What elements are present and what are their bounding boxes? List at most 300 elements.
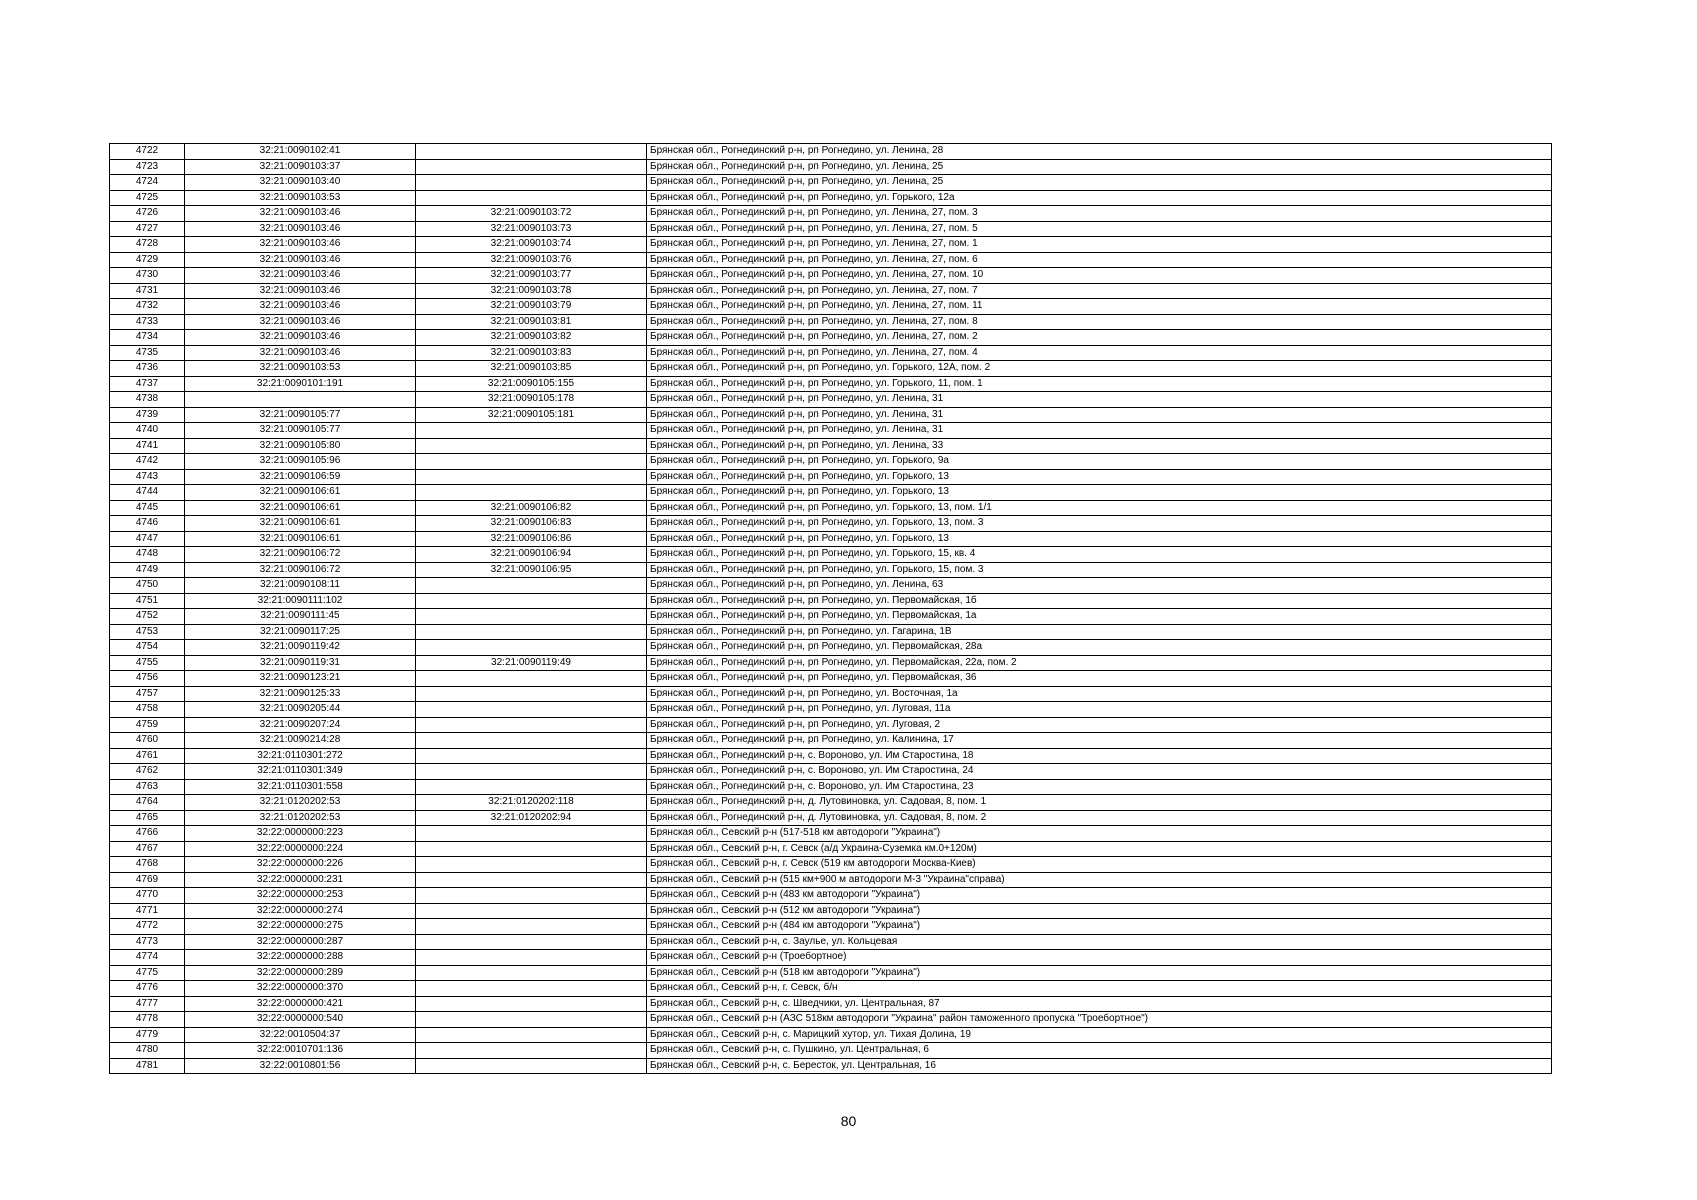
address-cell: Брянская обл., Рогнединский р-н, рп Рогнедино, ул. Ленина, 63	[647, 578, 1552, 594]
address-cell: Брянская обл., Рогнединский р-н, рп Рогнедино, ул. Луговая, 2	[647, 717, 1552, 733]
row-number-cell: 4756	[110, 671, 185, 687]
premises-number-cell	[416, 190, 647, 206]
table-row	[110, 950, 1552, 966]
premises-number-cell: 32:21:0090103:81	[416, 314, 647, 330]
address-cell: Брянская обл., Рогнединский р-н, рп Рогнедино, ул. Ленина, 27, пом. 6	[647, 252, 1552, 268]
cadastral-number-cell: 32:21:0090103:46	[185, 237, 416, 253]
cadastral-number-cell: 32:21:0090105:77	[185, 423, 416, 439]
premises-number-cell	[416, 423, 647, 439]
row-number-cell: 4729	[110, 252, 185, 268]
row-number-cell: 4761	[110, 748, 185, 764]
premises-number-cell	[416, 965, 647, 981]
row-number-cell: 4746	[110, 516, 185, 532]
premises-number-cell: 32:21:0120202:94	[416, 810, 647, 826]
table-row	[110, 190, 1552, 206]
premises-number-cell: 32:21:0090103:76	[416, 252, 647, 268]
cadastral-table	[109, 143, 1552, 1074]
table-row	[110, 423, 1552, 439]
cadastral-number-cell: 32:21:0090111:102	[185, 593, 416, 609]
premises-number-cell	[416, 1012, 647, 1028]
table-row	[110, 438, 1552, 454]
table-row	[110, 562, 1552, 578]
address-cell: Брянская обл., Рогнединский р-н, рп Рогнедино, ул. Ленина, 27, пом. 11	[647, 299, 1552, 315]
address-cell: Брянская обл., Рогнединский р-н, рп Рогнедино, ул. Ленина, 27, пом. 5	[647, 221, 1552, 237]
table-row	[110, 655, 1552, 671]
table-row	[110, 640, 1552, 656]
address-cell: Брянская обл., Рогнединский р-н, рп Рогнедино, ул. Гагарина, 1В	[647, 624, 1552, 640]
table-row	[110, 779, 1552, 795]
row-number-cell: 4735	[110, 345, 185, 361]
address-cell: Брянская обл., Севский р-н, г. Севск (519 км автодороги Москва-Киев)	[647, 857, 1552, 873]
table-row	[110, 531, 1552, 547]
row-number-cell: 4768	[110, 857, 185, 873]
premises-number-cell	[416, 454, 647, 470]
table-row	[110, 872, 1552, 888]
table-row	[110, 547, 1552, 563]
premises-number-cell	[416, 857, 647, 873]
table-row	[110, 671, 1552, 687]
cadastral-number-cell: 32:22:0010701:136	[185, 1043, 416, 1059]
address-cell: Брянская обл., Рогнединский р-н, рп Рогнедино, ул. Горького, 12а	[647, 190, 1552, 206]
table-row	[110, 221, 1552, 237]
address-cell: Брянская обл., Рогнединский р-н, рп Рогнедино, ул. Первомайская, 36	[647, 671, 1552, 687]
table-row	[110, 624, 1552, 640]
cadastral-number-cell: 32:22:0000000:287	[185, 934, 416, 950]
table-row	[110, 1027, 1552, 1043]
row-number-cell: 4741	[110, 438, 185, 454]
row-number-cell: 4777	[110, 996, 185, 1012]
premises-number-cell	[416, 950, 647, 966]
table-row	[110, 996, 1552, 1012]
table-row	[110, 702, 1552, 718]
address-cell: Брянская обл., Рогнединский р-н, рп Рогнедино, ул. Ленина, 33	[647, 438, 1552, 454]
table-row	[110, 237, 1552, 253]
row-number-cell: 4767	[110, 841, 185, 857]
premises-number-cell: 32:21:0090103:78	[416, 283, 647, 299]
address-cell: Брянская обл., Рогнединский р-н, рп Рогнедино, ул. Горького, 9а	[647, 454, 1552, 470]
row-number-cell: 4745	[110, 500, 185, 516]
cadastral-number-cell: 32:21:0090119:31	[185, 655, 416, 671]
premises-number-cell	[416, 640, 647, 656]
premises-number-cell	[416, 593, 647, 609]
cadastral-number-cell: 32:21:0090105:96	[185, 454, 416, 470]
premises-number-cell	[416, 841, 647, 857]
address-cell: Брянская обл., Рогнединский р-н, рп Рогнедино, ул. Калинина, 17	[647, 733, 1552, 749]
address-cell: Брянская обл., Севский р-н (483 км автодороги "Украина")	[647, 888, 1552, 904]
table-row	[110, 361, 1552, 377]
premises-number-cell: 32:21:0090103:74	[416, 237, 647, 253]
table-row	[110, 299, 1552, 315]
premises-number-cell	[416, 733, 647, 749]
premises-number-cell	[416, 934, 647, 950]
table-row	[110, 748, 1552, 764]
cadastral-number-cell: 32:21:0090123:21	[185, 671, 416, 687]
cadastral-number-cell: 32:21:0090103:46	[185, 206, 416, 222]
cadastral-number-cell: 32:21:0090103:46	[185, 345, 416, 361]
cadastral-number-cell: 32:21:0090106:61	[185, 485, 416, 501]
table-row	[110, 376, 1552, 392]
cadastral-number-cell	[185, 392, 416, 408]
row-number-cell: 4779	[110, 1027, 185, 1043]
premises-number-cell	[416, 438, 647, 454]
premises-number-cell	[416, 609, 647, 625]
address-cell: Брянская обл., Рогнединский р-н, рп Рогнедино, ул. Первомайская, 1а	[647, 609, 1552, 625]
address-cell: Брянская обл., Севский р-н (517-518 км автодороги "Украина")	[647, 826, 1552, 842]
cadastral-number-cell: 32:22:0000000:289	[185, 965, 416, 981]
row-number-cell: 4736	[110, 361, 185, 377]
cadastral-number-cell: 32:22:0010801:56	[185, 1058, 416, 1074]
row-number-cell: 4754	[110, 640, 185, 656]
cadastral-number-cell: 32:22:0000000:224	[185, 841, 416, 857]
address-cell: Брянская обл., Рогнединский р-н, рп Рогнедино, ул. Луговая, 11а	[647, 702, 1552, 718]
address-cell: Брянская обл., Рогнединский р-н, рп Рогнедино, ул. Горького, 13	[647, 531, 1552, 547]
table-row	[110, 733, 1552, 749]
address-cell: Брянская обл., Севский р-н, с. Бересток, ул. Центральная, 16	[647, 1058, 1552, 1074]
premises-number-cell: 32:21:0090103:72	[416, 206, 647, 222]
premises-number-cell: 32:21:0090105:155	[416, 376, 647, 392]
premises-number-cell	[416, 175, 647, 191]
premises-number-cell: 32:21:0090103:83	[416, 345, 647, 361]
cadastral-number-cell: 32:21:0110301:349	[185, 764, 416, 780]
cadastral-number-cell: 32:21:0090119:42	[185, 640, 416, 656]
cadastral-number-cell: 32:21:0090106:59	[185, 469, 416, 485]
row-number-cell: 4752	[110, 609, 185, 625]
cadastral-number-cell: 32:21:0090101:191	[185, 376, 416, 392]
row-number-cell: 4765	[110, 810, 185, 826]
row-number-cell: 4771	[110, 903, 185, 919]
row-number-cell: 4744	[110, 485, 185, 501]
address-cell: Брянская обл., Севский р-н, с. Пушкино, ул. Центральная, 6	[647, 1043, 1552, 1059]
table-row	[110, 609, 1552, 625]
cadastral-number-cell: 32:21:0090103:46	[185, 252, 416, 268]
address-cell: Брянская обл., Рогнединский р-н, рп Рогнедино, ул. Ленина, 25	[647, 175, 1552, 191]
premises-number-cell: 32:21:0090119:49	[416, 655, 647, 671]
row-number-cell: 4778	[110, 1012, 185, 1028]
row-number-cell: 4732	[110, 299, 185, 315]
table-row	[110, 469, 1552, 485]
address-cell: Брянская обл., Рогнединский р-н, рп Рогнедино, ул. Первомайская, 28а	[647, 640, 1552, 656]
table-row	[110, 934, 1552, 950]
premises-number-cell	[416, 1027, 647, 1043]
row-number-cell: 4737	[110, 376, 185, 392]
address-cell: Брянская обл., Севский р-н, с. Заулье, ул. Кольцевая	[647, 934, 1552, 950]
table-row	[110, 314, 1552, 330]
address-cell: Брянская обл., Рогнединский р-н, с. Вороново, ул. Им Старостина, 18	[647, 748, 1552, 764]
address-cell: Брянская обл., Севский р-н (484 км автодороги "Украина")	[647, 919, 1552, 935]
table-row	[110, 826, 1552, 842]
cadastral-number-cell: 32:21:0090117:25	[185, 624, 416, 640]
premises-number-cell	[416, 826, 647, 842]
cadastral-number-cell: 32:22:0000000:370	[185, 981, 416, 997]
premises-number-cell	[416, 1058, 647, 1074]
address-cell: Брянская обл., Рогнединский р-н, рп Рогнедино, ул. Ленина, 27, пом. 7	[647, 283, 1552, 299]
address-cell: Брянская обл., Севский р-н, с. Шведчики, ул. Центральная, 87	[647, 996, 1552, 1012]
address-cell: Брянская обл., Рогнединский р-н, рп Рогнедино, ул. Ленина, 31	[647, 407, 1552, 423]
row-number-cell: 4742	[110, 454, 185, 470]
row-number-cell: 4750	[110, 578, 185, 594]
address-cell: Брянская обл., Рогнединский р-н, рп Рогнедино, ул. Ленина, 28	[647, 144, 1552, 160]
row-number-cell: 4725	[110, 190, 185, 206]
table-row	[110, 252, 1552, 268]
cadastral-number-cell: 32:22:0010504:37	[185, 1027, 416, 1043]
row-number-cell: 4773	[110, 934, 185, 950]
cadastral-number-cell: 32:21:0090125:33	[185, 686, 416, 702]
row-number-cell: 4743	[110, 469, 185, 485]
cadastral-number-cell: 32:22:0000000:223	[185, 826, 416, 842]
table-row	[110, 500, 1552, 516]
table-row	[110, 330, 1552, 346]
table-row	[110, 1012, 1552, 1028]
address-cell: Брянская обл., Севский р-н, г. Севск, б/н	[647, 981, 1552, 997]
row-number-cell: 4739	[110, 407, 185, 423]
premises-number-cell: 32:21:0120202:118	[416, 795, 647, 811]
row-number-cell: 4734	[110, 330, 185, 346]
row-number-cell: 4774	[110, 950, 185, 966]
address-cell: Брянская обл., Севский р-н (Троебортное)	[647, 950, 1552, 966]
table-row	[110, 206, 1552, 222]
page-number: 80	[840, 1113, 857, 1129]
address-cell: Брянская обл., Севский р-н (АЗС 518км автодороги "Украина" район таможенного пропуска "Троебортное")	[647, 1012, 1552, 1028]
cadastral-number-cell: 32:22:0000000:274	[185, 903, 416, 919]
cadastral-number-cell: 32:21:0090108:11	[185, 578, 416, 594]
row-number-cell: 4724	[110, 175, 185, 191]
cadastral-number-cell: 32:21:0090103:46	[185, 283, 416, 299]
table-row	[110, 144, 1552, 160]
table-row	[110, 1043, 1552, 1059]
premises-number-cell	[416, 469, 647, 485]
premises-number-cell	[416, 888, 647, 904]
address-cell: Брянская обл., Рогнединский р-н, рп Рогнедино, ул. Ленина, 27, пом. 3	[647, 206, 1552, 222]
row-number-cell: 4723	[110, 159, 185, 175]
cadastral-number-cell: 32:21:0090207:24	[185, 717, 416, 733]
address-cell: Брянская обл., Рогнединский р-н, рп Рогнедино, ул. Ленина, 27, пом. 2	[647, 330, 1552, 346]
cadastral-number-cell: 32:21:0090106:61	[185, 516, 416, 532]
row-number-cell: 4751	[110, 593, 185, 609]
table-row	[110, 454, 1552, 470]
table-row	[110, 268, 1552, 284]
address-cell: Брянская обл., Рогнединский р-н, рп Рогнедино, ул. Горького, 12А, пом. 2	[647, 361, 1552, 377]
premises-number-cell	[416, 578, 647, 594]
cadastral-number-cell: 32:21:0090103:46	[185, 314, 416, 330]
table-row	[110, 345, 1552, 361]
table-row	[110, 159, 1552, 175]
address-cell: Брянская обл., Рогнединский р-н, рп Рогнедино, ул. Ленина, 27, пом. 4	[647, 345, 1552, 361]
address-cell: Брянская обл., Рогнединский р-н, с. Вороново, ул. Им Старостина, 23	[647, 779, 1552, 795]
table-row	[110, 841, 1552, 857]
row-number-cell: 4753	[110, 624, 185, 640]
cadastral-number-cell: 32:21:0090103:46	[185, 268, 416, 284]
premises-number-cell: 32:21:0090103:85	[416, 361, 647, 377]
premises-number-cell: 32:21:0090103:82	[416, 330, 647, 346]
address-cell: Брянская обл., Рогнединский р-н, рп Рогнедино, ул. Восточная, 1а	[647, 686, 1552, 702]
row-number-cell: 4763	[110, 779, 185, 795]
row-number-cell: 4747	[110, 531, 185, 547]
table-row	[110, 919, 1552, 935]
address-cell: Брянская обл., Рогнединский р-н, рп Рогнедино, ул. Горького, 15, кв. 4	[647, 547, 1552, 563]
cadastral-number-cell: 32:21:0090105:77	[185, 407, 416, 423]
premises-number-cell	[416, 919, 647, 935]
address-cell: Брянская обл., Рогнединский р-н, рп Рогнедино, ул. Ленина, 31	[647, 392, 1552, 408]
cadastral-number-cell: 32:21:0090106:72	[185, 547, 416, 563]
cadastral-number-cell: 32:21:0090106:61	[185, 500, 416, 516]
row-number-cell: 4728	[110, 237, 185, 253]
cadastral-number-cell: 32:21:0090106:72	[185, 562, 416, 578]
address-cell: Брянская обл., Севский р-н (512 км автодороги "Украина")	[647, 903, 1552, 919]
address-cell: Брянская обл., Рогнединский р-н, рп Рогнедино, ул. Ленина, 25	[647, 159, 1552, 175]
table-row	[110, 578, 1552, 594]
premises-number-cell	[416, 702, 647, 718]
table-row	[110, 795, 1552, 811]
row-number-cell: 4781	[110, 1058, 185, 1074]
premises-number-cell: 32:21:0090105:181	[416, 407, 647, 423]
row-number-cell: 4764	[110, 795, 185, 811]
cadastral-number-cell: 32:22:0000000:226	[185, 857, 416, 873]
cadastral-number-cell: 32:21:0090106:61	[185, 531, 416, 547]
address-cell: Брянская обл., Севский р-н (515 км+900 м автодороги М-3 "Украина"справа)	[647, 872, 1552, 888]
row-number-cell: 4770	[110, 888, 185, 904]
table-row	[110, 516, 1552, 532]
row-number-cell: 4759	[110, 717, 185, 733]
table-row	[110, 965, 1552, 981]
premises-number-cell	[416, 1043, 647, 1059]
row-number-cell: 4766	[110, 826, 185, 842]
cadastral-number-cell: 32:22:0000000:540	[185, 1012, 416, 1028]
premises-number-cell	[416, 686, 647, 702]
cadastral-number-cell: 32:21:0090103:46	[185, 221, 416, 237]
row-number-cell: 4775	[110, 965, 185, 981]
row-number-cell: 4727	[110, 221, 185, 237]
row-number-cell: 4772	[110, 919, 185, 935]
cadastral-number-cell: 32:22:0000000:231	[185, 872, 416, 888]
cadastral-number-cell: 32:21:0090205:44	[185, 702, 416, 718]
cadastral-number-cell: 32:22:0000000:253	[185, 888, 416, 904]
row-number-cell: 4780	[110, 1043, 185, 1059]
address-cell: Брянская обл., Севский р-н, с. Марицкий хутор, ул. Тихая Долина, 19	[647, 1027, 1552, 1043]
table-row	[110, 981, 1552, 997]
row-number-cell: 4722	[110, 144, 185, 160]
address-cell: Брянская обл., Рогнединский р-н, рп Рогнедино, ул. Ленина, 31	[647, 423, 1552, 439]
cadastral-number-cell: 32:21:0090103:53	[185, 190, 416, 206]
table-row	[110, 810, 1552, 826]
row-number-cell: 4740	[110, 423, 185, 439]
address-cell: Брянская обл., Рогнединский р-н, с. Вороново, ул. Им Старостина, 24	[647, 764, 1552, 780]
cadastral-number-cell: 32:21:0090111:45	[185, 609, 416, 625]
row-number-cell: 4730	[110, 268, 185, 284]
premises-number-cell	[416, 485, 647, 501]
address-cell: Брянская обл., Рогнединский р-н, рп Рогнедино, ул. Ленина, 27, пом. 1	[647, 237, 1552, 253]
table-row	[110, 283, 1552, 299]
cadastral-number-cell: 32:21:0090103:40	[185, 175, 416, 191]
premises-number-cell: 32:21:0090103:79	[416, 299, 647, 315]
premises-number-cell	[416, 624, 647, 640]
address-cell: Брянская обл., Рогнединский р-н, рп Рогнедино, ул. Первомайская, 1б	[647, 593, 1552, 609]
address-cell: Брянская обл., Рогнединский р-н, рп Рогнедино, ул. Горького, 13	[647, 485, 1552, 501]
table-row	[110, 392, 1552, 408]
row-number-cell: 4749	[110, 562, 185, 578]
address-cell: Брянская обл., Рогнединский р-н, рп Рогнедино, ул. Первомайская, 22а, пом. 2	[647, 655, 1552, 671]
cadastral-number-cell: 32:21:0110301:558	[185, 779, 416, 795]
row-number-cell: 4733	[110, 314, 185, 330]
cadastral-number-cell: 32:21:0120202:53	[185, 810, 416, 826]
premises-number-cell	[416, 981, 647, 997]
premises-number-cell: 32:21:0090103:73	[416, 221, 647, 237]
row-number-cell: 4738	[110, 392, 185, 408]
row-number-cell: 4731	[110, 283, 185, 299]
address-cell: Брянская обл., Рогнединский р-н, рп Рогнедино, ул. Ленина, 27, пом. 8	[647, 314, 1552, 330]
premises-number-cell	[416, 159, 647, 175]
cadastral-number-cell: 32:21:0090102:41	[185, 144, 416, 160]
address-cell: Брянская обл., Рогнединский р-н, д. Лутовиновка, ул. Садовая, 8, пом. 1	[647, 795, 1552, 811]
row-number-cell: 4758	[110, 702, 185, 718]
cadastral-number-cell: 32:22:0000000:288	[185, 950, 416, 966]
table-row	[110, 175, 1552, 191]
cadastral-number-cell: 32:21:0090103:37	[185, 159, 416, 175]
cadastral-number-cell: 32:21:0090103:46	[185, 299, 416, 315]
premises-number-cell	[416, 748, 647, 764]
premises-number-cell: 32:21:0090106:83	[416, 516, 647, 532]
cadastral-number-cell: 32:21:0090214:28	[185, 733, 416, 749]
address-cell: Брянская обл., Севский р-н, г. Севск (а/д Украина-Суземка км.0+120м)	[647, 841, 1552, 857]
address-cell: Брянская обл., Севский р-н (518 км автодороги "Украина")	[647, 965, 1552, 981]
premises-number-cell	[416, 903, 647, 919]
premises-number-cell: 32:21:0090106:95	[416, 562, 647, 578]
table-row	[110, 888, 1552, 904]
premises-number-cell	[416, 996, 647, 1012]
premises-number-cell: 32:21:0090105:178	[416, 392, 647, 408]
cadastral-number-cell: 32:21:0090105:80	[185, 438, 416, 454]
cadastral-number-cell: 32:21:0120202:53	[185, 795, 416, 811]
cadastral-number-cell: 32:21:0110301:272	[185, 748, 416, 764]
premises-number-cell	[416, 764, 647, 780]
premises-number-cell: 32:21:0090103:77	[416, 268, 647, 284]
address-cell: Брянская обл., Рогнединский р-н, рп Рогнедино, ул. Горького, 13, пом. 1/1	[647, 500, 1552, 516]
row-number-cell: 4776	[110, 981, 185, 997]
row-number-cell: 4769	[110, 872, 185, 888]
table-row	[110, 485, 1552, 501]
table-row	[110, 1058, 1552, 1074]
premises-number-cell: 32:21:0090106:86	[416, 531, 647, 547]
premises-number-cell	[416, 717, 647, 733]
premises-number-cell: 32:21:0090106:94	[416, 547, 647, 563]
table-row	[110, 407, 1552, 423]
row-number-cell: 4762	[110, 764, 185, 780]
table-row	[110, 686, 1552, 702]
row-number-cell: 4748	[110, 547, 185, 563]
premises-number-cell	[416, 872, 647, 888]
address-cell: Брянская обл., Рогнединский р-н, рп Рогнедино, ул. Горького, 13, пом. 3	[647, 516, 1552, 532]
address-cell: Брянская обл., Рогнединский р-н, рп Рогнедино, ул. Горького, 15, пом. 3	[647, 562, 1552, 578]
table-body	[110, 144, 1552, 1074]
premises-number-cell	[416, 671, 647, 687]
row-number-cell: 4760	[110, 733, 185, 749]
table-row	[110, 857, 1552, 873]
table-row	[110, 903, 1552, 919]
premises-number-cell	[416, 144, 647, 160]
cadastral-number-cell: 32:22:0000000:275	[185, 919, 416, 935]
cadastral-number-cell: 32:21:0090103:53	[185, 361, 416, 377]
address-cell: Брянская обл., Рогнединский р-н, рп Рогнедино, ул. Ленина, 27, пом. 10	[647, 268, 1552, 284]
cadastral-number-cell: 32:22:0000000:421	[185, 996, 416, 1012]
premises-number-cell: 32:21:0090106:82	[416, 500, 647, 516]
cadastral-number-cell: 32:21:0090103:46	[185, 330, 416, 346]
row-number-cell: 4757	[110, 686, 185, 702]
table-row	[110, 593, 1552, 609]
premises-number-cell	[416, 779, 647, 795]
row-number-cell: 4726	[110, 206, 185, 222]
address-cell: Брянская обл., Рогнединский р-н, д. Лутовиновка, ул. Садовая, 8, пом. 2	[647, 810, 1552, 826]
table-row	[110, 764, 1552, 780]
address-cell: Брянская обл., Рогнединский р-н, рп Рогнедино, ул. Горького, 13	[647, 469, 1552, 485]
